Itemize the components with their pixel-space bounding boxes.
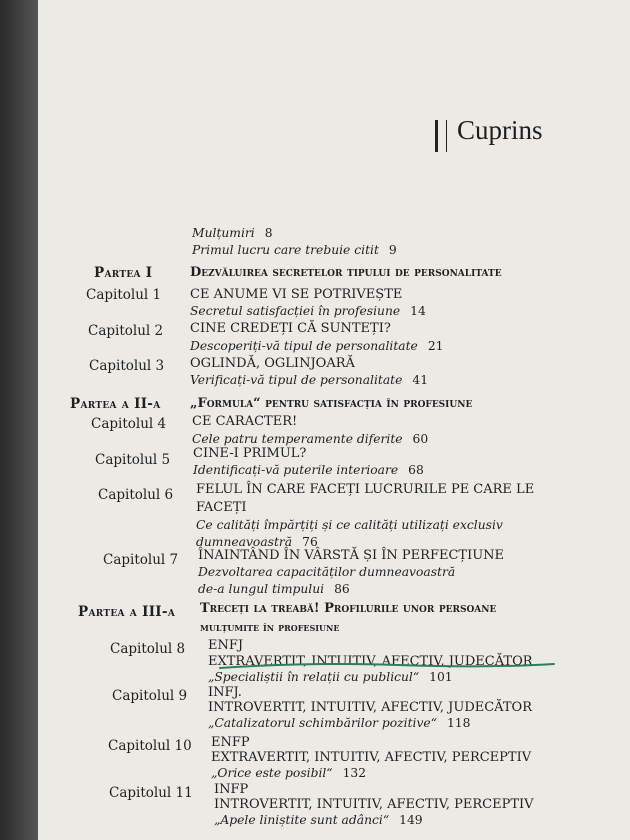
toc-entry-first-read: Primul lucru care trebuie citit 9 (192, 243, 397, 257)
part-3-title-line-1: Treceți la treabă! Profilurile unor persoane (200, 601, 497, 616)
chapter-2-subtitle: Descoperiți-vă tipul de personalitate 21 (190, 339, 444, 353)
part-2-title: „Formula“ pentru satisfacția în profesiune (190, 396, 473, 411)
part-3-title-line-2: mulțumite în profesiune (200, 620, 340, 634)
chapter-9-code: INFJ. (208, 685, 242, 700)
chapter-9-title: INTROVERTIT, INTUITIV, AFECTIV, JUDECĂTOR (208, 700, 532, 715)
chapter-2-title: CINE CREDEȚI CĂ SUNTEȚI? (190, 321, 391, 336)
chapter-6-title-line-1: FELUL ÎN CARE FACEȚI LUCRURILE PE CARE LE (196, 482, 535, 497)
chapter-6-subtitle-line-2: dumneavoastră 76 (196, 535, 318, 549)
part-2-label: Partea a II-a (70, 396, 161, 412)
chapter-9-subtitle: „Catalizatorul schimbărilor pozitive“ 118 (208, 716, 471, 730)
chapter-6-label: Capitolul 6 (98, 487, 174, 503)
part-1-title: Dezvăluirea secretelor tipului de personalitate (190, 265, 502, 280)
chapter-11-label: Capitolul 11 (109, 785, 193, 801)
chapter-7-subtitle-line-2: de-a lungul timpului 86 (198, 582, 350, 596)
book-page (38, 0, 630, 840)
chapter-3-subtitle: Verificați-vă tipul de personalitate 41 (190, 373, 429, 387)
chapter-7-subtitle-line-1: Dezvoltarea capacităților dumneavoastră (198, 565, 456, 579)
chapter-3-label: Capitolul 3 (89, 358, 165, 374)
chapter-4-subtitle: Cele patru temperamente diferite 60 (192, 432, 429, 446)
chapter-5-title: CINE-I PRIMUL? (193, 446, 307, 461)
chapter-9-label: Capitolul 9 (112, 688, 188, 704)
chapter-7-title: ÎNAINTÂND ÎN VÂRSTĂ ȘI ÎN PERFECȚIUNE (198, 548, 505, 563)
page-title: Cuprins (457, 115, 543, 145)
chapter-11-subtitle: „Apele liniștite sunt adânci“ 149 (214, 813, 423, 827)
chapter-11-title: INTROVERTIT, INTUITIV, AFECTIV, PERCEPTIV (214, 797, 534, 812)
chapter-1-label: Capitolul 1 (86, 287, 162, 303)
toc-entry-thanks: Mulțumiri 8 (192, 226, 273, 240)
chapter-1-title: CE ANUME VI SE POTRIVEȘTE (190, 287, 403, 302)
chapter-6-title-line-2: FACEȚI (196, 500, 247, 515)
part-1-label: Partea I (94, 265, 153, 281)
chapter-5-label: Capitolul 5 (95, 452, 171, 468)
chapter-10-code: ENFP (211, 735, 250, 750)
chapter-3-title: OGLINDĂ, OGLINJOARĂ (190, 356, 355, 371)
chapter-10-subtitle: „Orice este posibil“ 132 (211, 766, 367, 780)
chapter-8-subtitle: „Specialiștii în relații cu publicul“ 101 (208, 670, 453, 684)
chapter-11-code: INFP (214, 782, 249, 797)
chapter-8-title: EXTRAVERTIT, INTUITIV, AFECTIV, JUDECĂTOR (208, 654, 533, 669)
chapter-2-label: Capitolul 2 (88, 323, 164, 339)
chapter-5-subtitle: Identificați-vă puterile interioare 68 (193, 463, 424, 477)
chapter-6-subtitle-line-1: Ce calități împărțiți și ce calități utilizați exclusiv (196, 518, 503, 532)
chapter-8-code: ENFJ (208, 638, 244, 653)
chapter-4-title: CE CARACTER! (192, 414, 298, 429)
chapter-10-title: EXTRAVERTIT, INTUITIV, AFECTIV, PERCEPTIV (211, 750, 532, 765)
pen-underline-mark (218, 661, 558, 671)
chapter-1-subtitle: Secretul satisfacției în profesiune 14 (190, 304, 426, 318)
chapter-10-label: Capitolul 10 (108, 738, 192, 754)
chapter-7-label: Capitolul 7 (103, 552, 179, 568)
title-bar-ornament (435, 120, 447, 152)
chapter-4-label: Capitolul 4 (91, 416, 167, 432)
chapter-8-label: Capitolul 8 (110, 641, 186, 657)
book-gutter-shadow (0, 0, 38, 840)
part-3-label: Partea a III-a (78, 604, 176, 620)
